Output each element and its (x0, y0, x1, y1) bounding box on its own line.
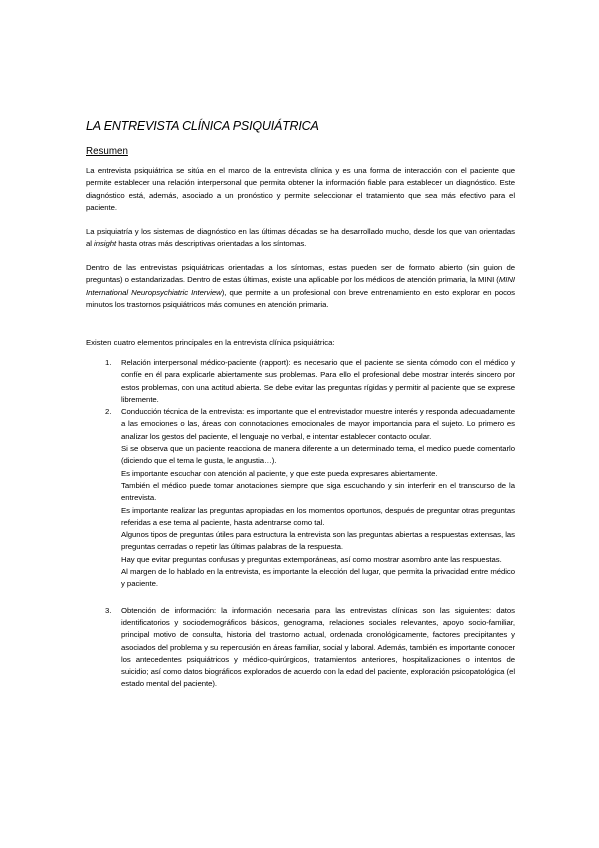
list-item-paragraph: Obtención de información: la información necesaria para las entrevistas clínicas son las siguientes: datos identificatorios y sociodemográficos básicos, genograma, relaciones sociales relevantes, apoyo socio-familiar, principal motivo de consulta, historia del trastorno actual, ordenada cronológicamente, factores precipitantes y asociados del problema y su repercusión en áreas familiar, social y laboral. Además, también es importante conocer los antecedentes psiquiátricos y médico-quirúrgicos, tratamientos anteriores, hospitalizaciones o intentos de suicidio; así como datos biográficos explorados de acuerdo con la edad del paciente, exploración psicopatológica (el estado mental del paciente). (121, 605, 516, 689)
paragraph-2-text: La psiquiatría y los sistemas de diagnóstico en las últimas décadas se ha desarrollado mucho, desde los que van orientadas al insight hasta otras más descriptivas orientadas a los síntomas. (86, 227, 515, 249)
elements-list (86, 357, 515, 691)
list-item-paragraph: Hay que evitar preguntas confusas y preguntas extemporáneas, así como mostrar asombro ante las respuestas. (121, 554, 502, 564)
list-item-number: 1. (105, 358, 112, 367)
list-item-number: 3. (105, 605, 112, 615)
list-item-paragraph: También el médico puede tomar anotaciones siempre que siga escuchando y sin interferir en el transcurso de la entrevista. (121, 480, 515, 503)
list-item-paragraph: Si se observa que un paciente reacciona de manera diferente a un determinado tema, el medico puede comentarlo (diciendo que el tema le gusta, le angustia…). (121, 444, 515, 466)
document-title: LA ENTREVISTA CLÍNICA PSIQUIÁTRICA (86, 119, 319, 133)
list-item (86, 406, 515, 590)
paragraph-3 (86, 262, 515, 311)
list-intro: Existen cuatro elementos principales en la entrevista clínica psiquiátrica: (86, 338, 335, 347)
section-heading: Resumen (86, 146, 128, 157)
list-item-paragraph: Es importante realizar las preguntas apropiadas en los momentos oportunos, después de preguntar otras preguntas referidas a ese tema al paciente, hasta adentrarse como tal. (121, 505, 515, 527)
paragraph-3-text: Dentro de las entrevistas psiquiátricas orientadas a los síntomas, estas pueden ser de formato abierto (sin guion de preguntas) o estandarizadas. Dentro de estas últimas, existe una aplicable por los médicos de atención primaria, la MINI (MINI International Neuropsychiatric Interview), que permite a un profesional con breve entrenamiento en esto explorar en pocos minutos los trastornos psiquiátricos más comunes en atención primaria. (86, 263, 515, 309)
list-item-paragraph: Relación interpersonal médico-paciente (rapport): es necesario que el paciente se sienta cómodo con el médico y confíe en él para explicarle abiertamente sus problemas. Para ello el profesional debe mostrar interés sincero por estos problemas, con una actitud abierta. Se debe evitar las preguntas rígidas y permitir al paciente que se exprese libremente. (121, 358, 515, 404)
list-item-paragraph: Es importante escuchar con atención al paciente, y que este pueda expresares abiertamente. (121, 468, 438, 478)
list-item-number: 2. (105, 407, 112, 417)
list-item-paragraph: Al margen de lo hablado en la entrevista, es importante la elección del lugar, que permita la privacidad entre médico y paciente. (121, 567, 515, 589)
list-item-paragraph: Conducción técnica de la entrevista: es importante que el entrevistador muestre interés y responda adecuadamente a las emociones o las, áreas con connotaciones emocionales de mayor importancia para el sujeto. Lo primero es analizar los gestos del paciente, el lenguaje no verbal, e intentar establecer contacto ocular. (121, 407, 515, 441)
list-item-paragraph: Algunos tipos de preguntas útiles para estructura la entrevista son las preguntas abiertas a respuestas extensas, las preguntas cerradas o repetir las últimas palabras de la respuesta. (121, 530, 515, 552)
list-item (86, 605, 515, 691)
paragraph-1: La entrevista psiquiátrica se sitúa en el marco de la entrevista clínica y es una forma de interacción con el paciente que permite establecer una relación interpersonal que permita obtener la información fiable para establecer un diagnóstico. Este diagnóstico está, además, asociado a un pronóstico y permite seleccionar el tratamiento que sea más efectivo para el paciente. (86, 166, 515, 212)
list-item (86, 357, 515, 406)
paragraph-2 (86, 226, 515, 251)
